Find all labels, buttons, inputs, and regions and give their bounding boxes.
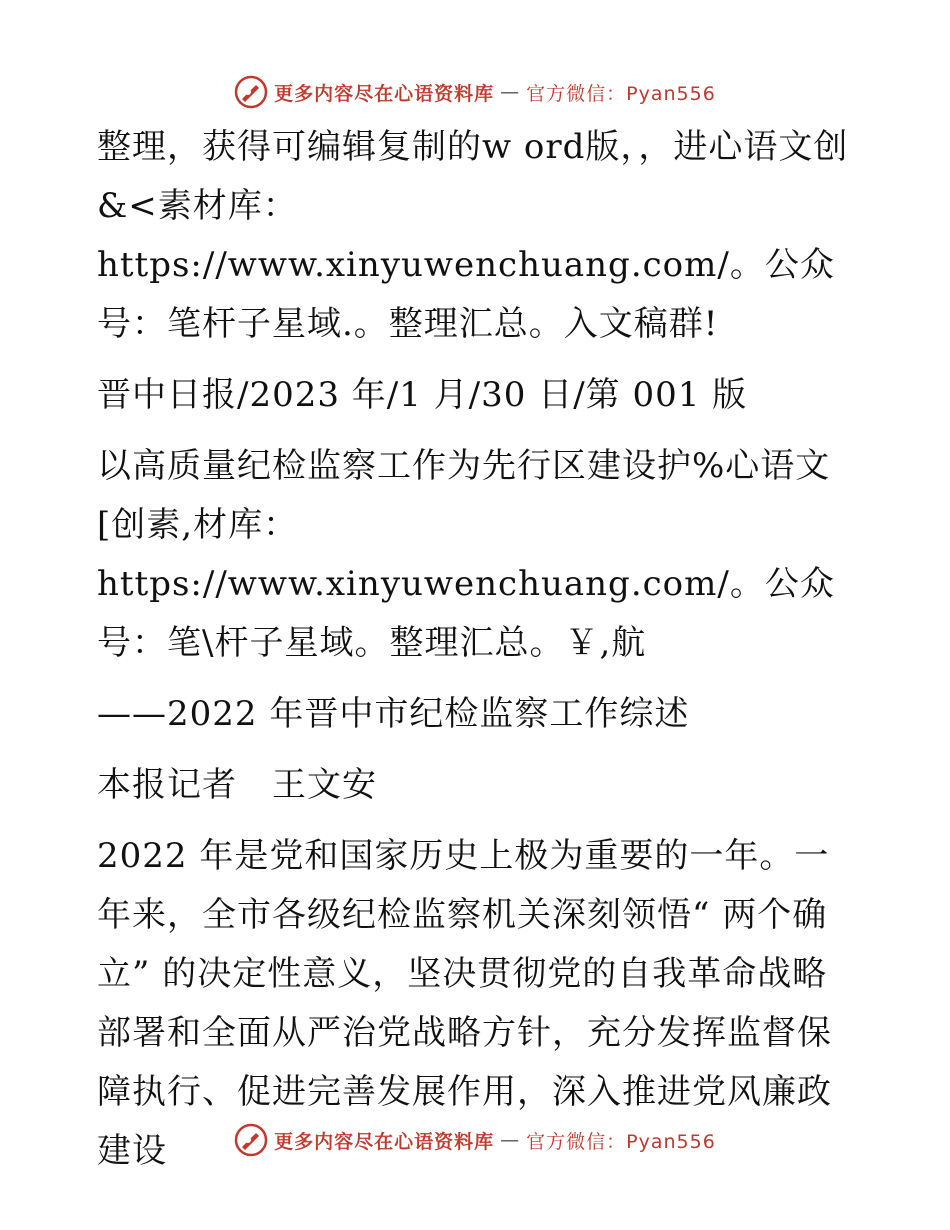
- paragraph-headline: 以高质量纪检监察工作为先行区建设护%心语文[创素,材库：https://www.xinyuwenchuang.com/。公众号：笔\杆子星域。整理汇总。￥,航: [97, 446, 835, 663]
- pen-logo-icon: [234, 1123, 268, 1157]
- watermark-text: 更多内容尽在心语资料库: [274, 1130, 495, 1153]
- paragraph-body: 2022 年是党和国家历史上极为重要的一年。一年来，全市各级纪检监察机关深刻领悟“ 两个确立” 的决定性意义，坚决贯彻党的自我革命战略部署和全面从严治党战略方针，充分发挥监督保障执行、促进完善发展作用，深入推进党风廉政建设: [97, 836, 832, 1171]
- watermark-dash: —: [500, 1129, 521, 1151]
- paragraph-intro: 整理，获得可编辑复制的w ord版，，进心语文创&<素材库：https://www.xinyuwenchuang.com/。公众号：笔杆子星域.。整理汇总。入文稿群!: [97, 127, 849, 344]
- paragraph-subtitle: ——2022 年晋中市纪检监察工作综述: [97, 694, 690, 734]
- paragraph-byline: 本报记者 王文安: [97, 765, 377, 805]
- paragraph-source: 晋中日报/2023 年/1 月/30 日/第 001 版: [97, 375, 748, 415]
- document-body: [97, 118, 857, 1181]
- watermark-contact: 官方微信：Pyan556: [526, 1130, 716, 1153]
- header-watermark: [0, 72, 950, 112]
- pen-logo-icon: [234, 75, 268, 109]
- watermark-dash: —: [500, 81, 521, 103]
- footer-watermark: [0, 1120, 950, 1160]
- watermark-text: 更多内容尽在心语资料库: [274, 82, 495, 105]
- watermark-contact: 官方微信：Pyan556: [526, 82, 716, 105]
